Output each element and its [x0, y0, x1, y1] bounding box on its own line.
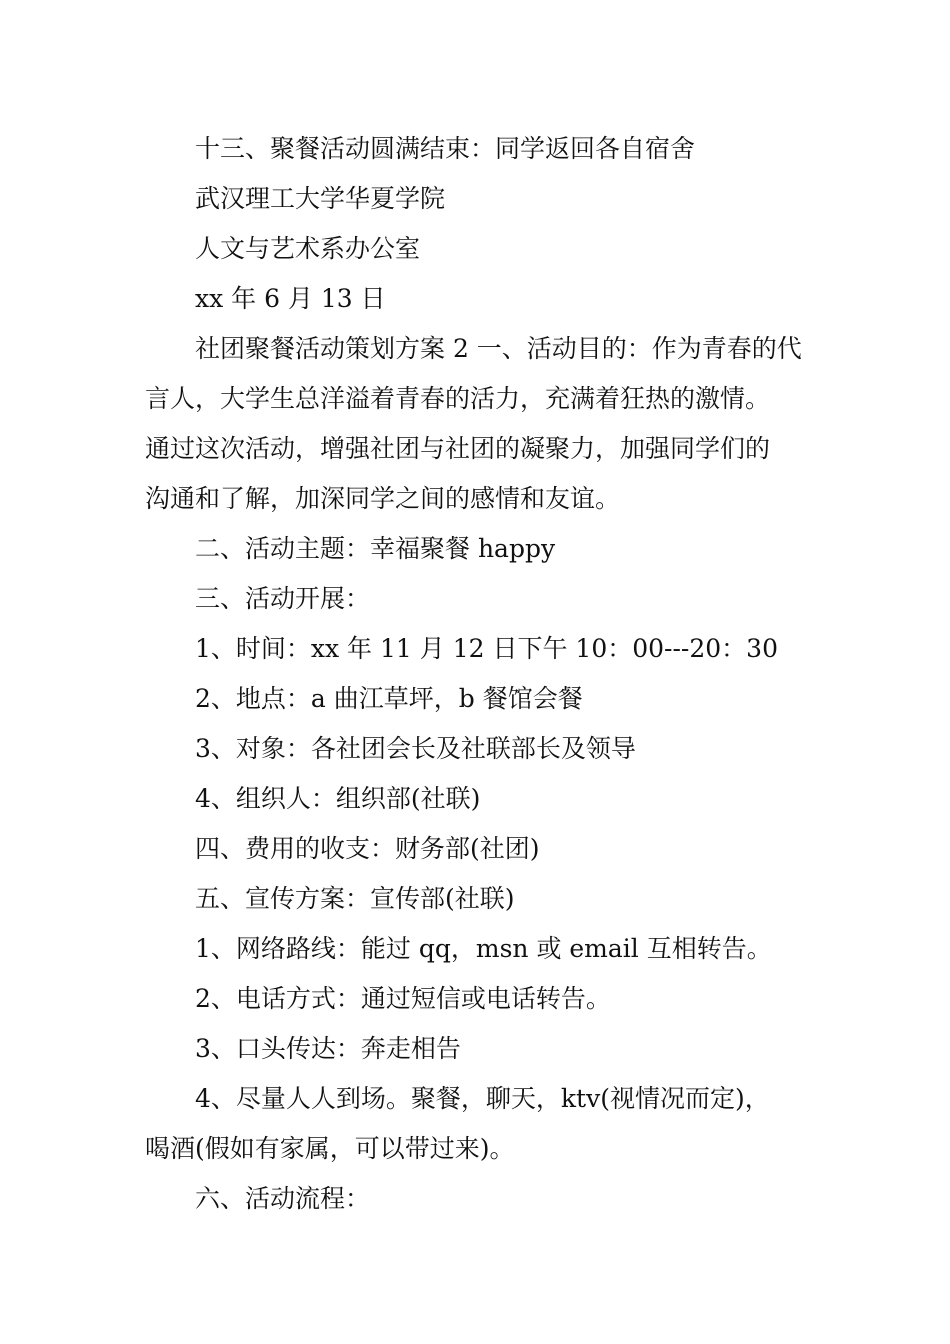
- paragraph-first-line: 社团聚餐活动策划方案 2 一、活动目的：作为青春的代: [195, 334, 802, 363]
- text-line: 沟通和了解，加深同学之间的感情和友谊。: [145, 484, 621, 513]
- list-item: 4、组织人：组织部(社联): [195, 784, 481, 813]
- section-heading: 三、活动开展：: [195, 584, 371, 613]
- text-line: 喝酒(假如有家属，可以带过来)。: [145, 1134, 515, 1163]
- list-item: 3、对象：各社团会长及社联部长及领导: [195, 734, 636, 763]
- list-item: 4、尽量人人到场。聚餐，聊天，ktv(视情况而定)，: [195, 1084, 770, 1113]
- list-item: 3、口头传达：奔走相告: [195, 1034, 461, 1063]
- text-line: 人文与艺术系办公室: [195, 234, 421, 263]
- list-item: 1、网络路线：能过 qq，msn 或 email 互相转告。: [195, 934, 772, 963]
- text-line: 武汉理工大学华夏学院: [195, 184, 446, 213]
- text-line: 通过这次活动，增强社团与社团的凝聚力，加强同学们的: [145, 434, 771, 463]
- section-heading: 六、活动流程：: [195, 1184, 371, 1213]
- list-item: 1、时间：xx 年 11 月 12 日下午 10：00---20：30: [195, 634, 778, 663]
- list-item: 2、电话方式：通过短信或电话转告。: [195, 984, 611, 1013]
- text-line: xx 年 6 月 13 日: [195, 284, 386, 313]
- section-heading: 五、宣传方案：宣传部(社联): [195, 884, 515, 913]
- text-line: 十三、聚餐活动圆满结束：同学返回各自宿舍: [195, 134, 696, 163]
- text-line: 言人，大学生总洋溢着青春的活力，充满着狂热的激情。: [145, 384, 771, 413]
- section-heading: 四、费用的收支：财务部(社团): [195, 834, 540, 863]
- section-heading: 二、活动主题：幸福聚餐 happy: [195, 534, 556, 563]
- list-item: 2、地点：a 曲江草坪，b 餐馆会餐: [195, 684, 583, 713]
